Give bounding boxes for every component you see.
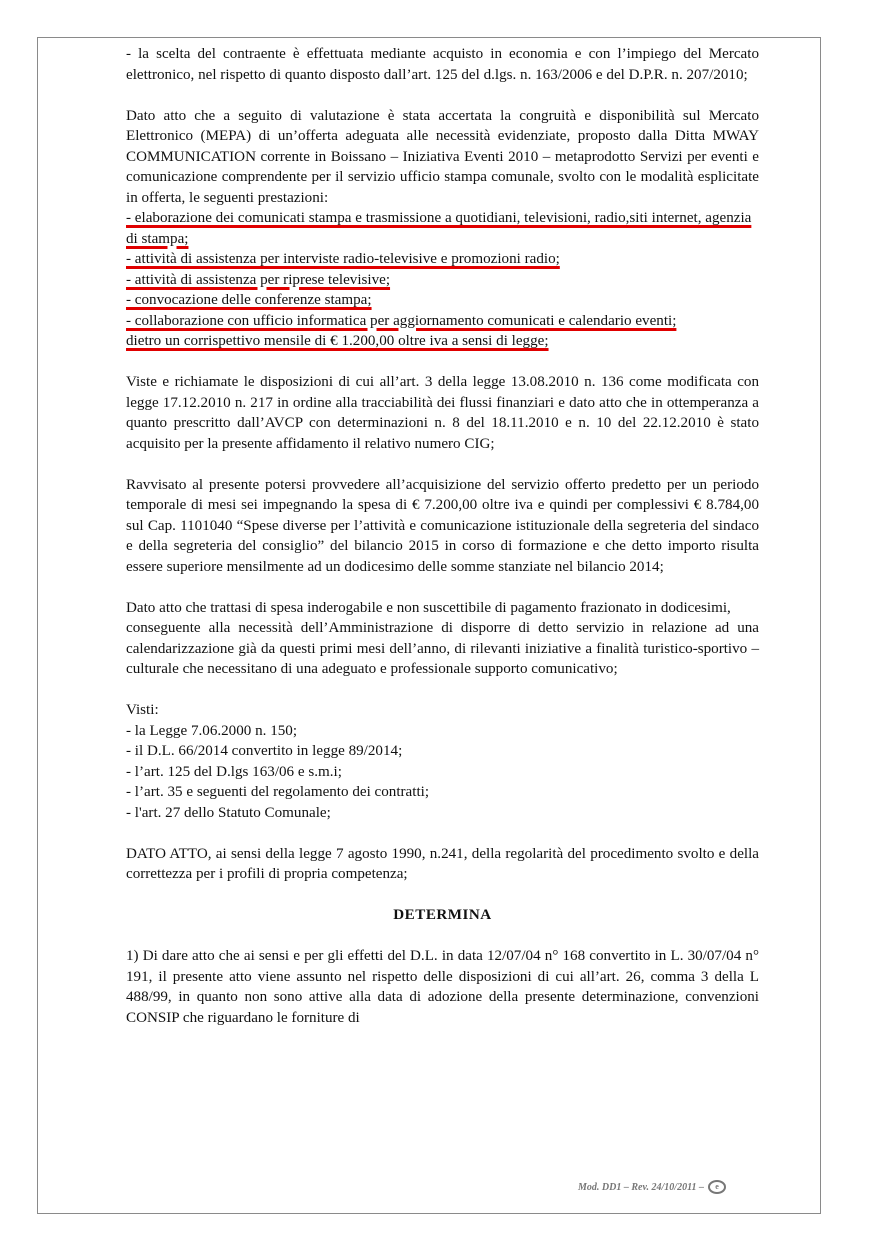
service-item: - attività di assistenza per riprese televisive; [126, 271, 391, 288]
visti-item: - l'art. 27 dello Statuto Comunale; [126, 804, 331, 821]
service-item: - elaborazione dei comunicati stampa e trasmissione a quotidiani, televisioni, radio,siti internet, agenzia di stampa; [126, 210, 752, 247]
visti-item: - l’art. 125 del D.lgs 163/06 e s.m.i; [126, 763, 342, 780]
paragraph-urgency [126, 598, 759, 680]
paragraph-non-deferrable: Dato atto che trattasi di spesa inderogabile e non suscettibile di pagamento frazionato in dodicesimi, [126, 599, 731, 616]
visti-item: - il D.L. 66/2014 convertito in legge 89/2014; [126, 743, 403, 759]
paragraph-contractor-choice: - la scelta del contraente è effettuata mediante acquisto in economia e con l’impiego del Mercato elettronico, nel rispetto di quanto disposto dall’art. 125 del d.lgs. n. 163/2006 e del D.P.R. n. 207/2010; [126, 46, 759, 83]
paragraph-expense-commitment: Ravvisato al presente potersi provvedere all’acquisizione del servizio offerto predetto per un periodo temporale di mesi sei impegnando la spesa di € 7.200,00 oltre iva e quindi per complessivi € 8.784,00 sul Cap. 1101040 “Spese diverse per l’attività e comunicazione istituzionale della segreteria del sindaco e della segreteria del consiglio” del bilancio 2015 in corso di formazione e che detto importo risulta essere superiore mensilmente ad un dodicesimo delle somme stanziate nel bilancio 2014; [126, 476, 759, 575]
paragraph-traceability: Viste e richiamate le disposizioni di cui all’art. 3 della legge 13.08.2010 n. 136 come modificata con legge 17.12.2010 n. 217 in ordine alla tracciabilità dei flussi finanziari e dato atto che in ottemperanza a quanto prescritto dall’AVCP con determinazioni n. 8 del 18.11.2010 e n. 10 del 22.12.2010 è stato acquisito per la presente affidamento il relativo numero CIG; [126, 374, 759, 452]
paragraph-dato-atto: DATO ATTO, ai sensi della legge 7 agosto 1990, n.241, della regolarità del procedimento svolto e della correttezza per i profili di propria competenza; [126, 845, 759, 882]
paragraph-administration-need: conseguente alla necessità dell’Amministrazione di disporre di detto servizio in relazione ad una calendarizzazione già da questi primi mesi dell’anno, di rilevanti iniziative a finalità turistico-sportivo –culturale che necessitano di una adeguato e professionale supporto comunicativo; [126, 620, 759, 677]
service-item: - convocazione delle conferenze stampa; [126, 292, 372, 308]
paragraph-determina-point-1: 1) Di dare atto che ai sensi e per gli effetti del D.L. in data 12/07/04 n° 168 convertito in L. 30/07/04 n° 191, il presente atto viene assunto nel rispetto delle disposizioni di cui all’art. 26, comma 3 della L 488/99, in quanto non sono attive alla data di adozione della presente determinazione, convenzioni CONSIP che riguardano le forniture di [126, 948, 759, 1026]
section-heading-determina: DETERMINA [393, 907, 492, 923]
service-item: - attività di assistenza per interviste radio-televisive e promozioni radio; [126, 251, 560, 267]
paragraph-offer-intro: Dato atto che a seguito di valutazione è stata accertata la congruità e disponibilità sul Mercato Elettronico (MEPA) di un’offerta adeguata alle necessità evidenziate, proposto dalla Ditta MWAY COMMUNICATION corrente in Boissano – Iniziativa Eventi 2010 – metaprodotto Servizi per eventi e comunicazione comprendente per il servizio ufficio stampa comunale, svolto con le modalità esplicitate in offerta, le seguenti prestazioni: [126, 107, 759, 206]
document-body [126, 44, 759, 1028]
circle-logo-icon: e [708, 1180, 726, 1194]
footer-text: Mod. DD1 – Rev. 24/10/2011 – [578, 1181, 705, 1193]
footer [578, 1180, 726, 1194]
service-item: - collaborazione con ufficio informatica per aggiornamento comunicati e calendario eventi; [126, 312, 677, 329]
paragraph-mepa-offer [126, 106, 759, 352]
monthly-fee: dietro un corrispettivo mensile di € 1.200,00 oltre iva a sensi di legge; [126, 333, 549, 349]
visti-item: - l’art. 35 e seguenti del regolamento dei contratti; [126, 784, 430, 800]
visti-item: - la Legge 7.06.2000 n. 150; [126, 722, 298, 739]
visti-section [126, 700, 759, 823]
visti-title: Visti: [126, 702, 159, 718]
